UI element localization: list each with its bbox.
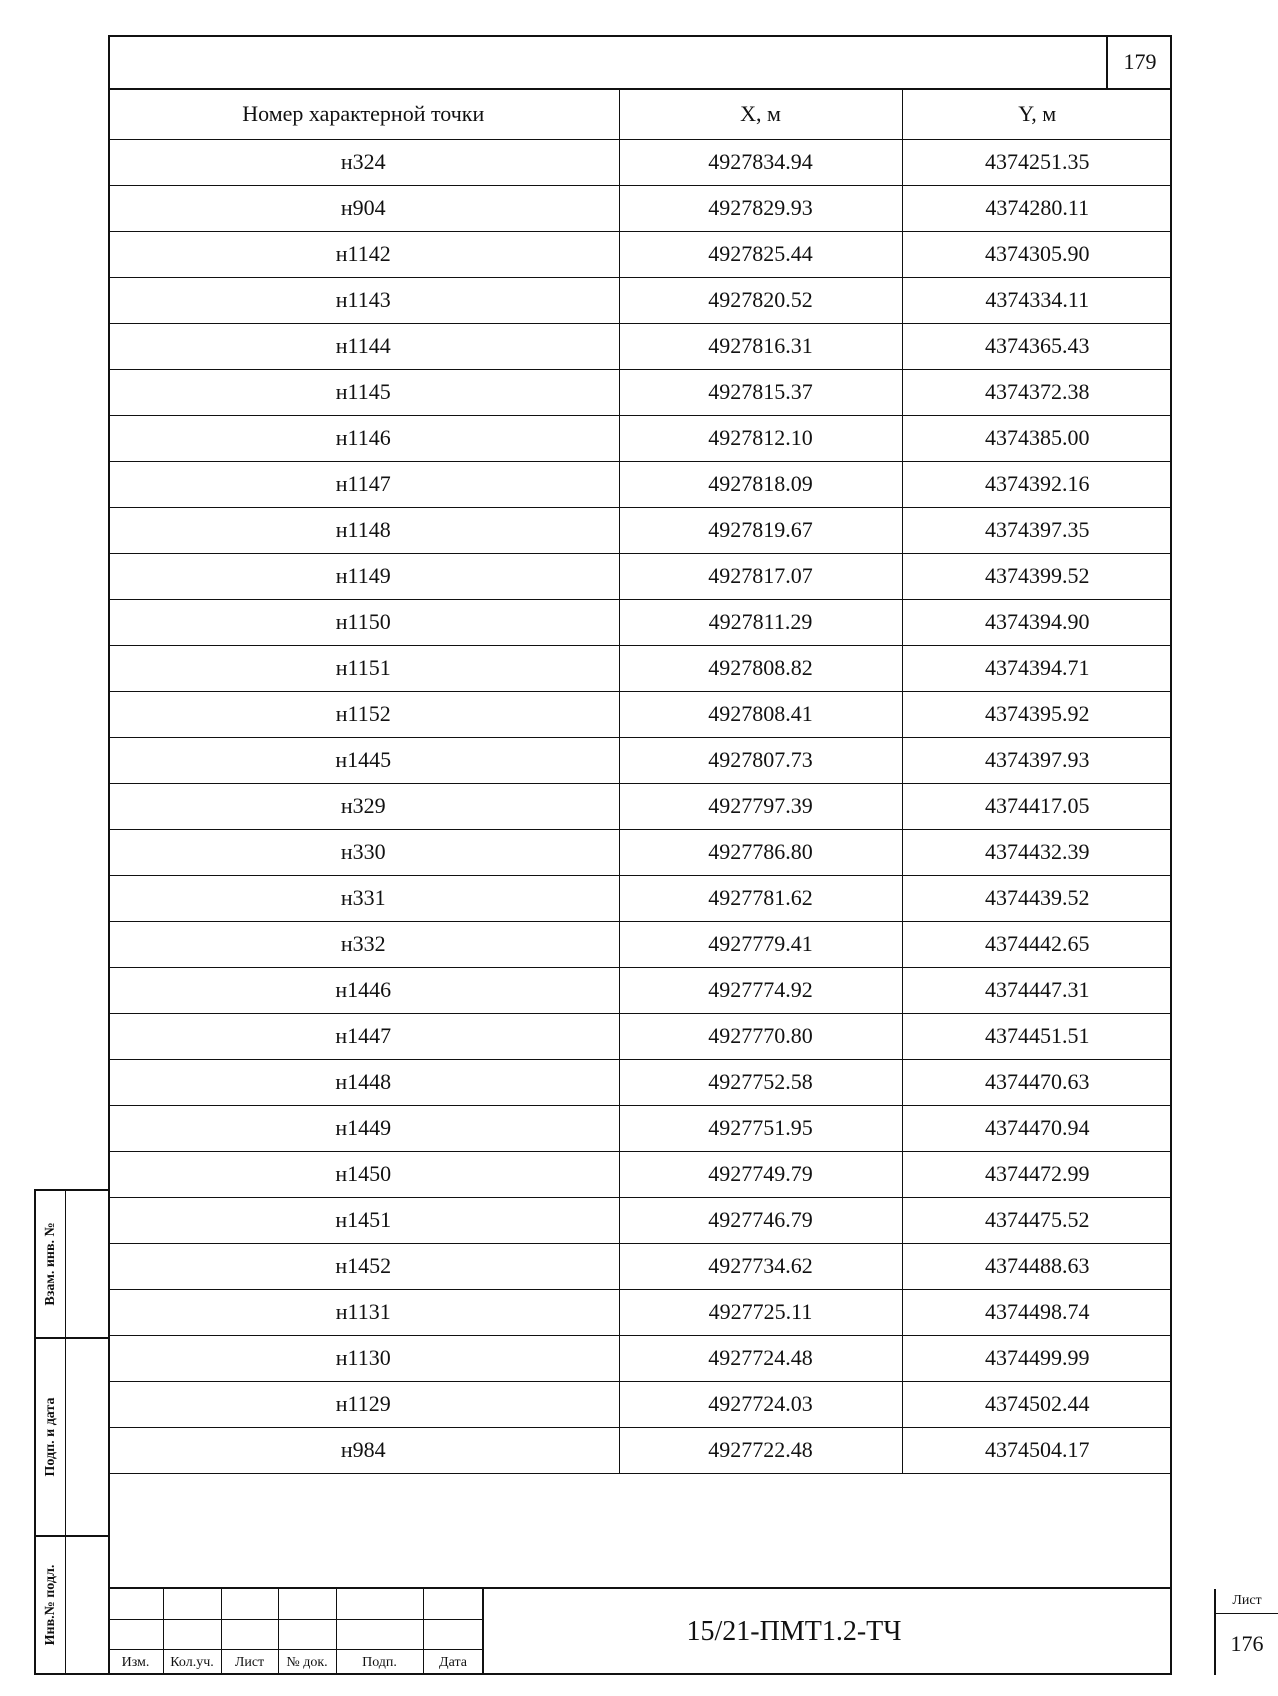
y-cell: 4374417.05 <box>902 783 1172 829</box>
table-row <box>108 783 1172 829</box>
point-number-cell: н331 <box>108 875 619 921</box>
header-y: Y, м <box>902 89 1172 139</box>
point-number-cell: н330 <box>108 829 619 875</box>
table-row <box>108 1289 1172 1335</box>
table-row <box>108 185 1172 231</box>
y-cell: 4374334.11 <box>902 277 1172 323</box>
point-number-cell: н984 <box>108 1427 619 1473</box>
y-cell: 4374372.38 <box>902 369 1172 415</box>
point-number-cell: н1446 <box>108 967 619 1013</box>
title-block-revision-grid <box>108 1589 484 1675</box>
point-number-cell: н1447 <box>108 1013 619 1059</box>
x-cell: 4927770.80 <box>619 1013 902 1059</box>
point-number-cell: н1145 <box>108 369 619 415</box>
table-row <box>108 1105 1172 1151</box>
point-number-cell: н1450 <box>108 1151 619 1197</box>
point-number-cell: н1445 <box>108 737 619 783</box>
point-number-cell: н324 <box>108 139 619 185</box>
y-cell: 4374502.44 <box>902 1381 1172 1427</box>
table-row <box>108 645 1172 691</box>
table-row <box>108 231 1172 277</box>
document-code: 15/21-ПМТ1.2-ТЧ <box>686 1616 902 1647</box>
sheet-label: Лист <box>1216 1589 1278 1614</box>
y-cell: 4374251.35 <box>902 139 1172 185</box>
table-row <box>108 369 1172 415</box>
y-cell: 4374470.63 <box>902 1059 1172 1105</box>
x-cell: 4927815.37 <box>619 369 902 415</box>
table-row <box>108 967 1172 1013</box>
point-number-cell: н1144 <box>108 323 619 369</box>
side-stamp-replace-inv <box>34 1189 108 1339</box>
y-cell: 4374488.63 <box>902 1243 1172 1289</box>
x-cell: 4927818.09 <box>619 461 902 507</box>
x-cell: 4927786.80 <box>619 829 902 875</box>
x-cell: 4927724.03 <box>619 1381 902 1427</box>
table-body <box>108 139 1172 1473</box>
x-cell: 4927817.07 <box>619 553 902 599</box>
coordinates-table <box>108 89 1172 1474</box>
table-row <box>108 461 1172 507</box>
caption-sheet: Лист <box>234 1655 265 1670</box>
table-row <box>108 1197 1172 1243</box>
table-row <box>108 507 1172 553</box>
y-cell: 4374305.90 <box>902 231 1172 277</box>
x-cell: 4927819.67 <box>619 507 902 553</box>
x-cell: 4927825.44 <box>619 231 902 277</box>
x-cell: 4927816.31 <box>619 323 902 369</box>
y-cell: 4374504.17 <box>902 1427 1172 1473</box>
caption-doc-no: № док. <box>286 1655 328 1670</box>
header-point-number: Номер характерной точки <box>108 89 619 139</box>
side-stamp-inv-orig <box>34 1535 108 1675</box>
table-row <box>108 415 1172 461</box>
point-number-cell: н1149 <box>108 553 619 599</box>
sheet-box <box>1214 1589 1278 1675</box>
y-cell: 4374432.39 <box>902 829 1172 875</box>
table-row <box>108 829 1172 875</box>
table-row <box>108 1335 1172 1381</box>
y-cell: 4374385.00 <box>902 415 1172 461</box>
x-cell: 4927779.41 <box>619 921 902 967</box>
table-row <box>108 1151 1172 1197</box>
table-row <box>108 599 1172 645</box>
point-number-cell: н1452 <box>108 1243 619 1289</box>
x-cell: 4927812.10 <box>619 415 902 461</box>
page-number: 179 <box>1106 35 1172 88</box>
x-cell: 4927808.41 <box>619 691 902 737</box>
point-number-cell: н1130 <box>108 1335 619 1381</box>
point-number-cell: н1152 <box>108 691 619 737</box>
point-number-cell: н1449 <box>108 1105 619 1151</box>
x-cell: 4927752.58 <box>619 1059 902 1105</box>
y-cell: 4374394.90 <box>902 599 1172 645</box>
x-cell: 4927749.79 <box>619 1151 902 1197</box>
table-row <box>108 1013 1172 1059</box>
point-number-cell: н904 <box>108 185 619 231</box>
x-cell: 4927774.92 <box>619 967 902 1013</box>
x-cell: 4927722.48 <box>619 1427 902 1473</box>
y-cell: 4374447.31 <box>902 967 1172 1013</box>
y-cell: 4374451.51 <box>902 1013 1172 1059</box>
point-number-cell: н1143 <box>108 277 619 323</box>
table-row <box>108 1381 1172 1427</box>
point-number-cell: н1448 <box>108 1059 619 1105</box>
table-row <box>108 875 1172 921</box>
table-row <box>108 139 1172 185</box>
x-cell: 4927734.62 <box>619 1243 902 1289</box>
caption-signature: Подп. <box>362 1655 397 1670</box>
x-cell: 4927820.52 <box>619 277 902 323</box>
point-number-cell: н1451 <box>108 1197 619 1243</box>
caption-change: Изм. <box>121 1655 150 1670</box>
x-cell: 4927751.95 <box>619 1105 902 1151</box>
point-number-cell: н1142 <box>108 231 619 277</box>
point-number-cell: н332 <box>108 921 619 967</box>
y-cell: 4374397.93 <box>902 737 1172 783</box>
y-cell: 4374498.74 <box>902 1289 1172 1335</box>
y-cell: 4374499.99 <box>902 1335 1172 1381</box>
x-cell: 4927797.39 <box>619 783 902 829</box>
table-row <box>108 1243 1172 1289</box>
point-number-cell: н1147 <box>108 461 619 507</box>
x-cell: 4927781.62 <box>619 875 902 921</box>
caption-date: Дата <box>439 1655 467 1670</box>
y-cell: 4374470.94 <box>902 1105 1172 1151</box>
side-label-sign-date: Подп. и дата <box>42 1397 58 1477</box>
y-cell: 4374475.52 <box>902 1197 1172 1243</box>
x-cell: 4927746.79 <box>619 1197 902 1243</box>
point-number-cell: н329 <box>108 783 619 829</box>
y-cell: 4374395.92 <box>902 691 1172 737</box>
table-row <box>108 1059 1172 1105</box>
point-number-cell: н1151 <box>108 645 619 691</box>
grid-line <box>108 1649 484 1650</box>
y-cell: 4374394.71 <box>902 645 1172 691</box>
grid-line <box>108 1619 484 1620</box>
y-cell: 4374472.99 <box>902 1151 1172 1197</box>
point-number-cell: н1148 <box>108 507 619 553</box>
header-x: X, м <box>619 89 902 139</box>
table-header-row <box>108 89 1172 139</box>
y-cell: 4374365.43 <box>902 323 1172 369</box>
point-number-cell: н1131 <box>108 1289 619 1335</box>
title-block <box>108 1587 1264 1675</box>
x-cell: 4927811.29 <box>619 599 902 645</box>
x-cell: 4927834.94 <box>619 139 902 185</box>
table-row <box>108 737 1172 783</box>
caption-qty: Кол.уч. <box>170 1655 214 1670</box>
point-number-cell: н1150 <box>108 599 619 645</box>
side-stamp-sign-date <box>34 1337 108 1537</box>
y-cell: 4374439.52 <box>902 875 1172 921</box>
table-row <box>108 323 1172 369</box>
x-cell: 4927724.48 <box>619 1335 902 1381</box>
y-cell: 4374442.65 <box>902 921 1172 967</box>
x-cell: 4927808.82 <box>619 645 902 691</box>
y-cell: 4374392.16 <box>902 461 1172 507</box>
table-row <box>108 691 1172 737</box>
point-number-cell: н1129 <box>108 1381 619 1427</box>
side-label-inv-orig: Инв.№ подл. <box>42 1564 58 1646</box>
x-cell: 4927807.73 <box>619 737 902 783</box>
x-cell: 4927829.93 <box>619 185 902 231</box>
table-row <box>108 921 1172 967</box>
y-cell: 4374397.35 <box>902 507 1172 553</box>
table-row <box>108 553 1172 599</box>
table-row <box>108 1427 1172 1473</box>
y-cell: 4374399.52 <box>902 553 1172 599</box>
y-cell: 4374280.11 <box>902 185 1172 231</box>
side-label-replace-inv: Взам. инв. № <box>42 1222 58 1306</box>
x-cell: 4927725.11 <box>619 1289 902 1335</box>
table-row <box>108 277 1172 323</box>
sheet-number: 176 <box>1230 1631 1264 1656</box>
point-number-cell: н1146 <box>108 415 619 461</box>
